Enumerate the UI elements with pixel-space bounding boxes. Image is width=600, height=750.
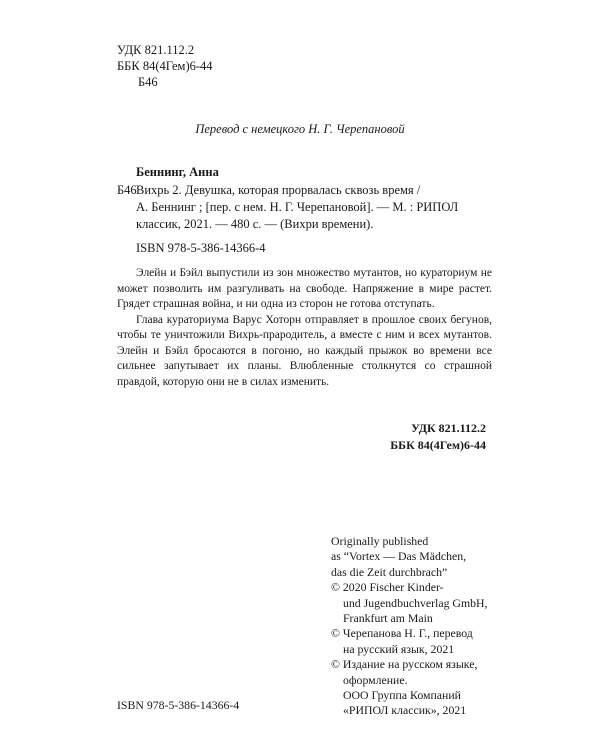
annotation-paragraph: Элейн и Бэйл выпустили из зон множество мутантов, но кураториум не может позволить им разгуливать на свободе. Напряжение в мире растет. Грядет страшная война, и ни одна из сторон не готова отступать. (117, 267, 492, 310)
copyright-line: оформление. (343, 672, 408, 687)
copyright-line: © Черепанова Н. Г., перевод (331, 626, 473, 641)
bibliography-line: А. Беннинг ; [пер. с нем. Н. Г. Черепановой]. — М. : РИПОЛ (136, 200, 459, 214)
top-classification-codes (117, 42, 213, 90)
classification-udk: УДК 821.112.2 (411, 421, 486, 435)
bibliography-code: Б46 (117, 183, 137, 197)
copyright-line: Frankfurt am Main (343, 611, 433, 626)
bibliography-record (117, 182, 492, 233)
copyright-line: на русский язык, 2021 (343, 641, 455, 656)
translator-note: Перевод с немецкого Н. Г. Черепановой (195, 122, 405, 136)
copyright-line: Originally published (331, 534, 429, 548)
top-udk-code: УДК 821.112.2 (117, 43, 195, 57)
top-author-mark: Б46 (138, 75, 158, 89)
bibliography-description (136, 182, 492, 233)
bibliography-isbn: ISBN 978-5-386-14366-4 (136, 241, 266, 255)
copyright-line: as “Vortex — Das Mädchen, (331, 549, 467, 564)
bibliography-line: Вихрь 2. Девушка, которая прорвалась сквозь время / (136, 183, 421, 197)
copyright-line: «РИПОЛ классик», 2021 (343, 703, 467, 718)
copyright-block (331, 534, 501, 719)
copyright-line: ООО Группа Компаний (343, 688, 461, 703)
bibliography-author: Беннинг, Анна (136, 165, 219, 179)
copyright-line: und Jugendbuchverlag GmbH, (343, 595, 488, 610)
classification-bbk: ББК 84(4Гем)6-44 (390, 438, 486, 452)
copyright-line: das die Zeit durchbrach” (331, 564, 448, 579)
annotation (117, 266, 492, 390)
classification-codes (350, 420, 486, 454)
footer-isbn: ISBN 978-5-386-14366-4 (117, 698, 240, 712)
top-bbk-code: ББК 84(4Гем)6-44 (117, 59, 213, 73)
copyright-line: © 2020 Fischer Kinder- (331, 580, 444, 595)
annotation-paragraph: Глава кураториума Варус Хоторн отправляет в прошлое своих бегунов, чтобы те уничтожили Вихрь-прародитель, а вместе с ним и всех мутантов. Элейн и Бэйл бросаются в погоню, но каждый прыжок во времени все сильнее запутывает их планы. Влюбленные столкнутся со страшной правдой, которую они не в силах изменить. (117, 313, 492, 388)
copyright-line: © Издание на русском языке, (331, 657, 478, 672)
bibliography-line: классик, 2021. — 480 с. — (Вихри времени). (136, 217, 374, 231)
